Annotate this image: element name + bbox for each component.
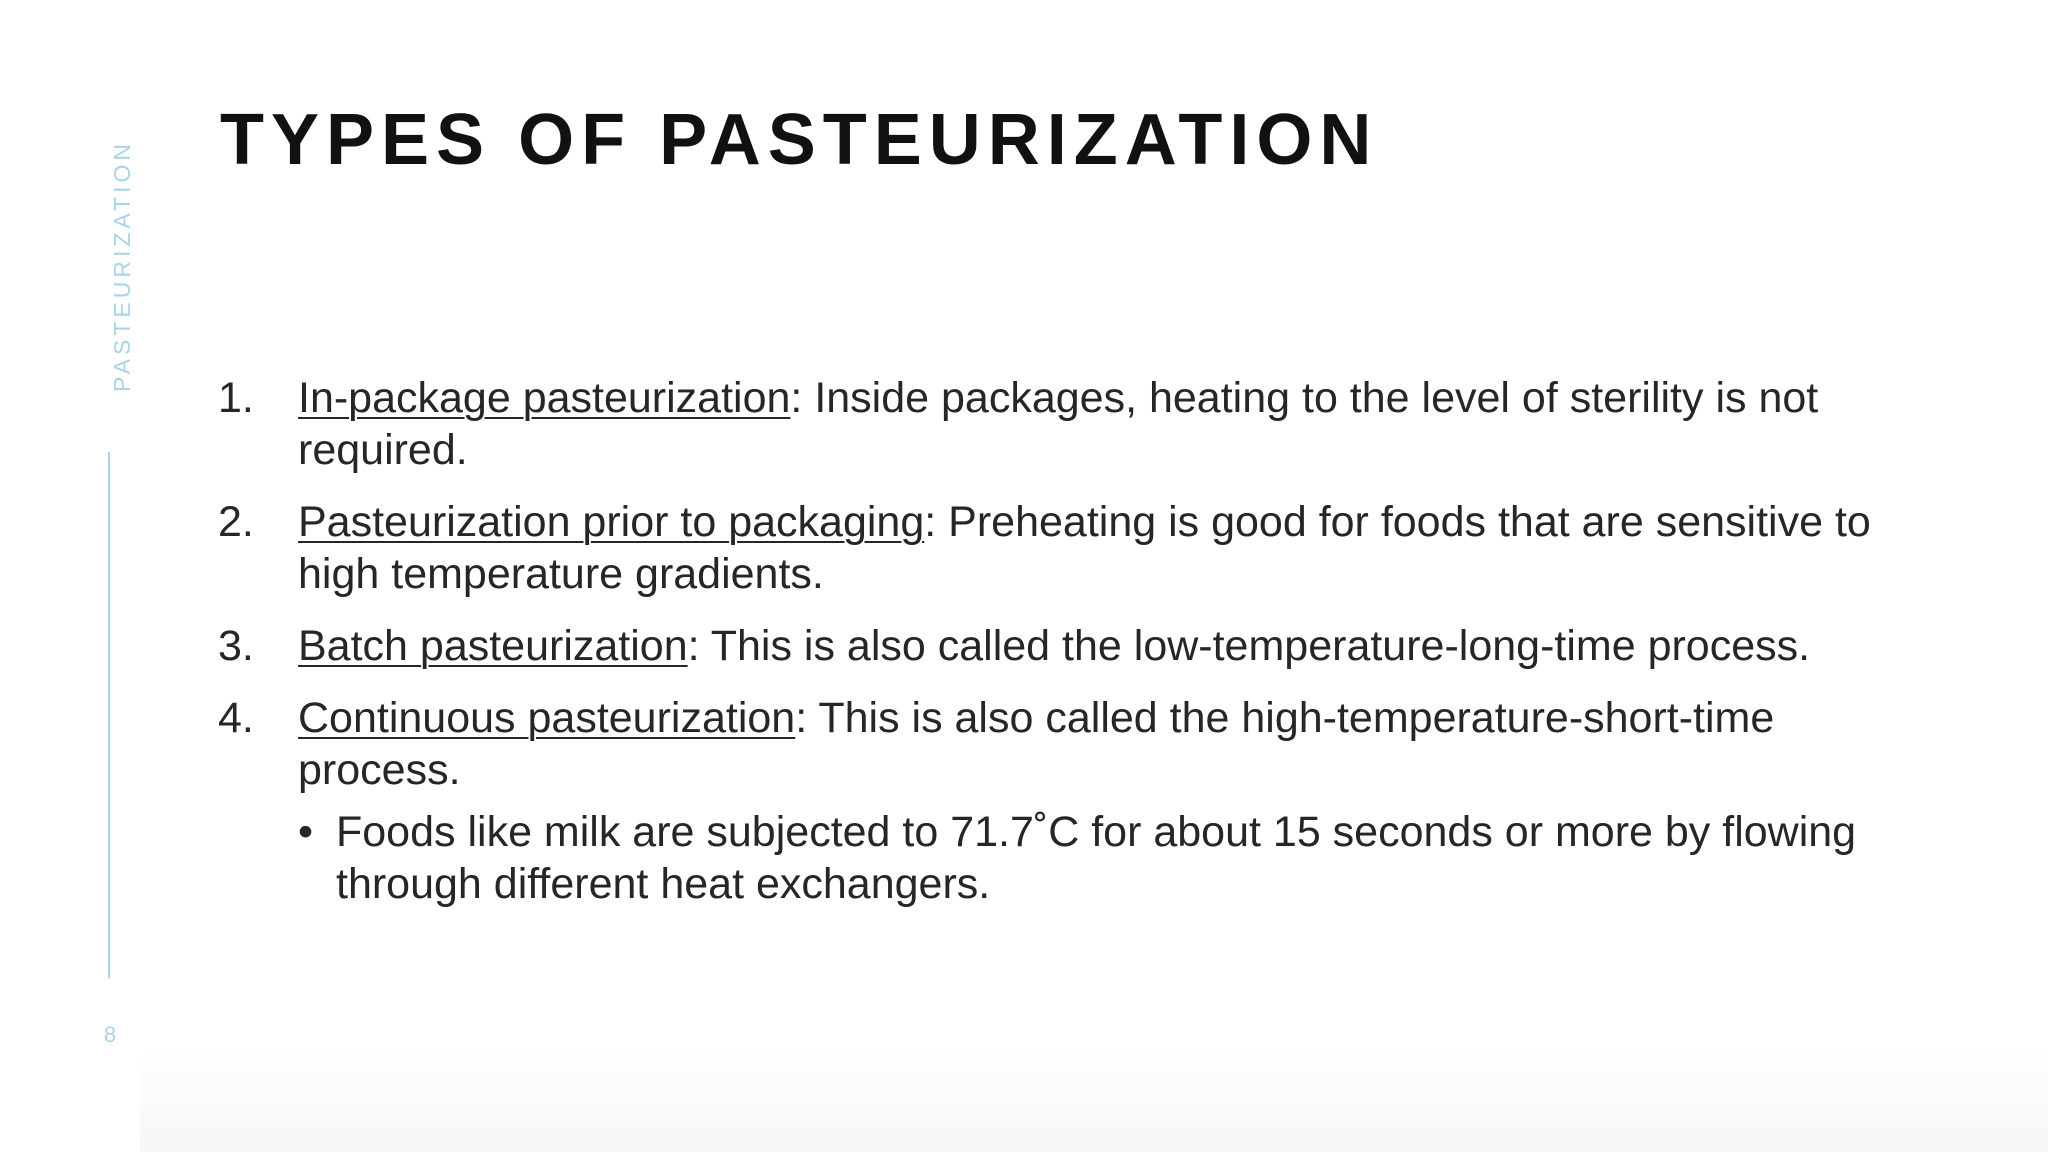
list-item (218, 620, 1918, 672)
list-item-number: 4. (218, 694, 254, 742)
list-item-text: : Preheating is good for foods that are sensitive to high temperature gradients. (298, 498, 1871, 598)
list-item-number: 2. (218, 498, 254, 546)
list-item-term: Batch pasteurization (298, 622, 688, 670)
list-item-number: 3. (218, 622, 254, 670)
sub-list-item (298, 806, 1918, 910)
pasteurization-types-list (218, 372, 1918, 930)
list-item (218, 692, 1918, 910)
slide-title: TYPES OF PASTEURIZATION (220, 100, 1379, 180)
list-item-term: Pasteurization prior to packaging (298, 498, 925, 546)
bottom-band (140, 1048, 2048, 1152)
sub-list (298, 806, 1918, 910)
side-label-text: PASTEURIZATION (109, 140, 135, 392)
list-item-term: Continuous pasteurization (298, 694, 796, 742)
list-item-text: : This is also called the high-temperature-short-time process. (298, 694, 1775, 794)
list-item-text: : This is also called the low-temperature-long-time process. (687, 622, 1811, 670)
sub-list-item-text: Foods like milk are subjected to 71.7˚C for about 15 seconds or more by flowing through different heat exchangers. (336, 808, 1857, 908)
bullet-icon: • (298, 808, 314, 856)
list-item (218, 496, 1918, 600)
list-item-term: In-package pasteurization (298, 374, 791, 422)
list-item-number: 1. (218, 374, 254, 422)
list-item-text: : Inside packages, heating to the level of sterility is not required. (298, 374, 1819, 474)
page-number: 8 (103, 1022, 117, 1047)
list-item (218, 372, 1918, 476)
side-divider-line (108, 452, 110, 978)
